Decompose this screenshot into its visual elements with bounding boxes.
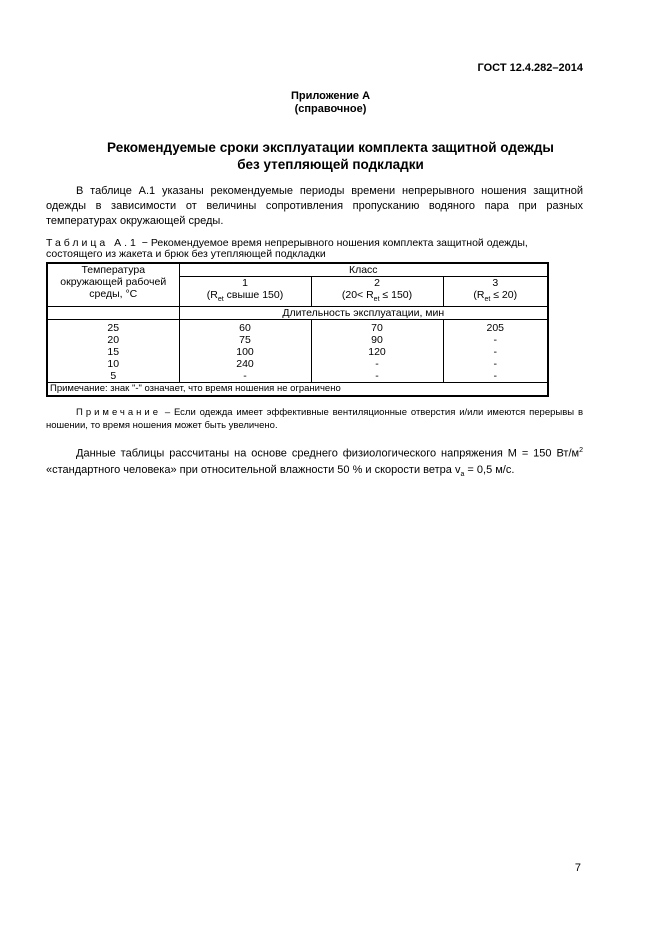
duration-header: Длительность эксплуатации, мин [179,307,548,320]
table-caption [46,238,586,260]
temperature-column: 25 20 15 10 5 [47,320,179,383]
service-life-table [46,262,549,397]
appendix-kind: (справочное) [294,103,367,115]
class-2-header: 2 $(20< R_{et} \le 150)$ [311,277,443,307]
class-2-column: 70 90 120 - - [311,320,443,383]
temperature-header: Температура окружающей рабочей среды, °С [47,263,179,307]
remark-label: Примечание [76,407,161,418]
intro-paragraph: В таблице А.1 указаны рекомендуемые периоды времени непрерывного ношения защитной одежды в зависимости от величины сопротивления пропусканию водяного пара при разных температурах окружающей среды. [46,185,583,227]
class-1-column: 60 75 100 240 - [179,320,311,383]
table-note: Примечание: знак "-" означает, что время ношения не ограничено [47,383,548,397]
page-number: 7 [574,862,581,874]
empty-cell [47,307,179,320]
appendix-title: Приложение А [290,90,371,102]
document-code: ГОСТ 12.4.282–2014 [477,62,583,74]
class-header: Класс [179,263,548,277]
calc-paragraph: Данные таблицы рассчитаны на основе среднего физиологического напряжения М = 150 $Вт/м^2$ «стандартного человека» при относительной влажности 50 % и скорости ветра $v_a = 0,5$ м/с. [46,447,583,478]
remark-paragraph [46,406,583,432]
remark-text: – Если одежда имеет эффективные вентиляционные отверстия и/или имеются перерывы в ношении, то время ношения может быть увеличено. [46,407,583,431]
table-caption-label: Таблица А.1 [46,237,139,249]
class-3-header: 3 $(R_{et} \le 20)$ [443,277,548,307]
table-row [47,320,548,383]
heading-line-2: без утепляющей подкладки [237,157,424,172]
heading-line-1: Рекомендуемые сроки эксплуатации комплекта защитной одежды [107,140,554,155]
table-caption-text: − Рекомендуемое время непрерывного ношения комплекта защитной одежды, [138,237,528,249]
table-caption-text-2: состоящего из жакета и брюк без утепляющей подкладки [46,248,326,260]
class-1-header: 1 ($R_{et}$ свыше 150) [179,277,311,307]
class-3-column: 205 - - - - [443,320,548,383]
